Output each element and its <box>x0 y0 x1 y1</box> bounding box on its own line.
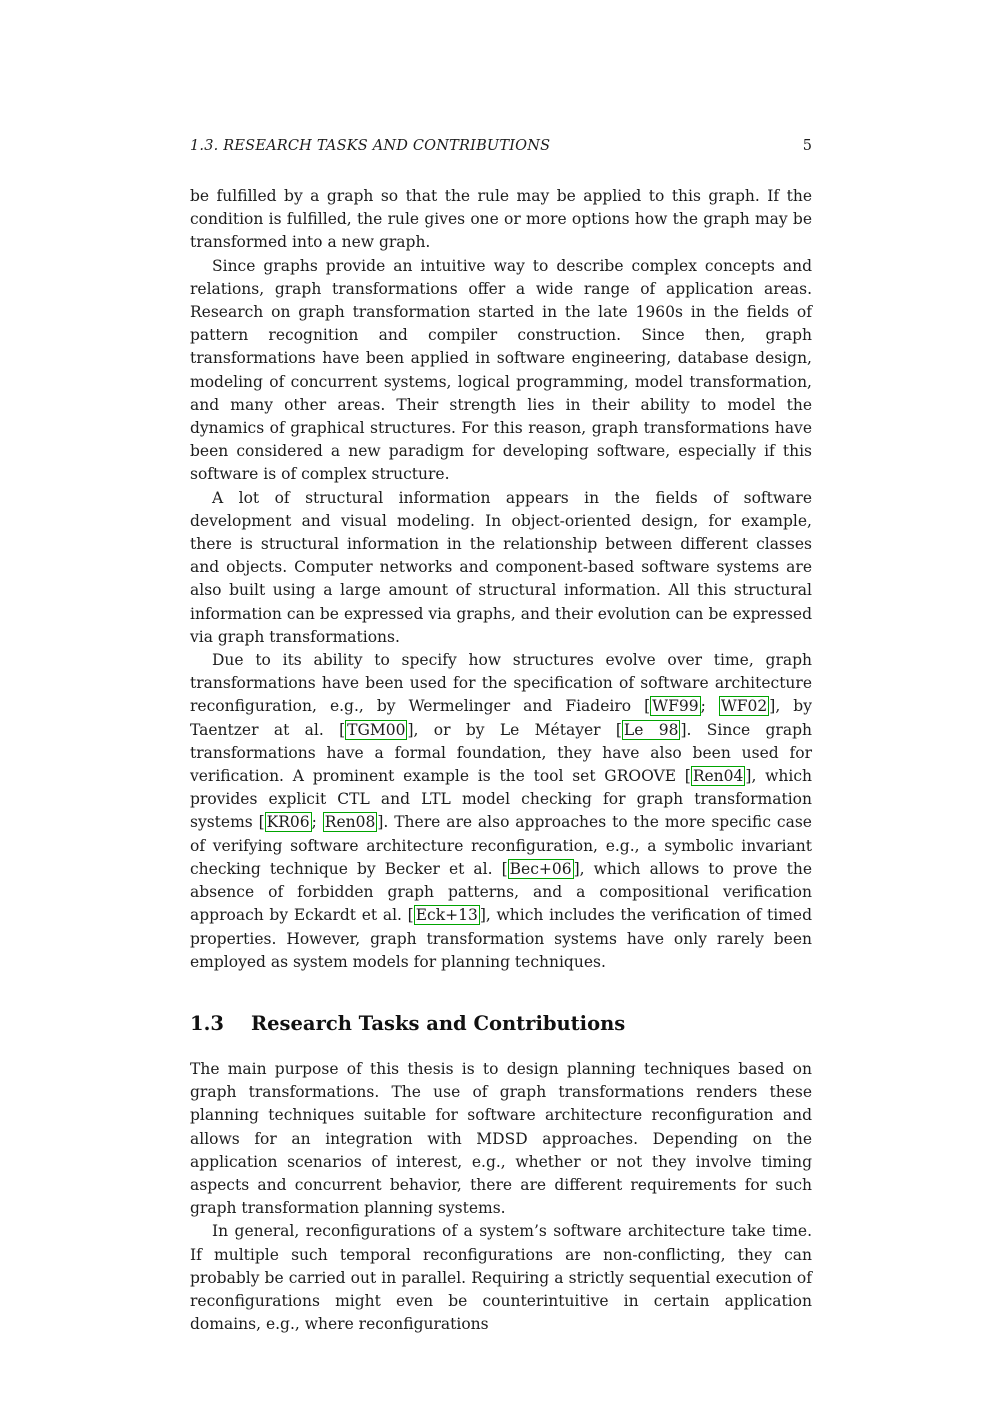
page-number: 5 <box>802 138 812 154</box>
section-heading <box>190 1012 812 1035</box>
paragraph: Due to its ability to specify how structures evolve over time, graph transformations have been used for the specification of software architecture reconfiguration, e.g., by Wermelinger and Fiadeiro [ WF99 ; WF02 ], by Taentzer at al. [ TGM00 ], or by Le Métayer [ Le 98 ]. Since graph transformations have a formal foundation, they have also been used for verification. A prominent example is the tool set GROOVE [ Ren04 ], which provides explicit CTL and LTL model checking for graph transformation systems [ KR06 ; Ren08 ]. There are also approaches to the more specific case of verifying software architecture reconfiguration, e.g., a symbolic invariant checking technique by Becker et al. [ Bec+06 ], which allows to prove the absence of forbidden graph patterns, and a compositional verification approach by Eckardt et al. [ Eck+13 ], which includes the verification of timed properties. However, graph transformation systems have only rarely been employed as system models for planning techniques. <box>190 651 812 971</box>
citation-link[interactable]: Ren08 <box>324 813 376 832</box>
citation-link[interactable]: KR06 <box>266 813 310 832</box>
citation-link[interactable]: Le 98 <box>623 720 679 739</box>
citation-link[interactable]: Ren04 <box>692 767 744 786</box>
paragraph: In general, reconfigurations of a system’s software architecture take time. If multiple such temporal reconfigurations are non-conflicting, they can probably be carried out in parallel. Requiring a strictly sequential execution of reconfigurations might even be counterintuitive in certain application domains, e.g., where reconfigurations <box>190 1222 812 1334</box>
citation-link[interactable]: TGM00 <box>347 720 406 739</box>
paragraph: be fulfilled by a graph so that the rule may be applied to this graph. If the condition is fulfilled, the rule gives one or more options how the graph may be transformed into a new graph. <box>190 187 812 252</box>
citation-link[interactable]: WF02 <box>720 697 768 716</box>
section-number: 1.3 <box>190 1011 224 1035</box>
paragraph: Since graphs provide an intuitive way to describe complex concepts and relations, graph transformations offer a wide range of application areas. Research on graph transformation started in the late 1960s in the fields of pattern recognition and compiler construction. Since then, graph transformations have been applied in software engineering, database design, modeling of concurrent systems, logical programming, model transformation, and many other areas. Their strength lies in their ability to model the dynamics of graphical structures. For this reason, graph transformations have been considered a new paradigm for developing software, especially if this software is of complex structure. <box>190 256 812 484</box>
running-header <box>190 138 812 154</box>
page-body <box>190 185 812 1336</box>
citation-link[interactable]: Eck+13 <box>415 906 478 925</box>
citation-link[interactable]: Bec+06 <box>509 859 572 878</box>
paragraph: A lot of structural information appears in the fields of software development and visual modeling. In object-oriented design, for example, there is structural information in the relationship between different classes and objects. Computer networks and component-based software systems are also built using a large amount of structural information. All this structural information can be expressed via graphs, and their evolution can be expressed via graph transformations. <box>190 488 812 646</box>
section-title: Research Tasks and Contributions <box>250 1011 626 1035</box>
text-block <box>190 138 812 1336</box>
running-header-title: 1.3. RESEARCH TASKS AND CONTRIBUTIONS <box>190 138 551 154</box>
paragraph: The main purpose of this thesis is to design planning techniques based on graph transformations. The use of graph transformations renders these planning techniques suitable for software architecture reconfiguration and allows for an integration with MDSD approaches. Depending on the application scenarios of interest, e.g., whether or not they involve timing aspects and concurrent behavior, there are different requirements for such graph transformation planning systems. <box>190 1059 812 1218</box>
citation-link[interactable]: WF99 <box>652 697 699 716</box>
